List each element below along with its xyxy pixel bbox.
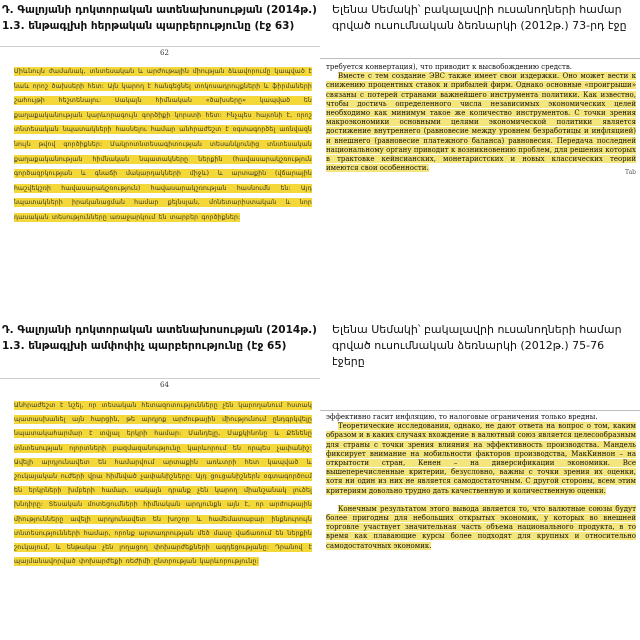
highlighted-text: Միևնույն ժամանակ, տնտեսական և արժութային միության ձևավորումը կապված է նաև որոշ ծախսերի հետ: Այն կարող է հանգեցնել տոկոսադրույքների և ֆիրմաների շահույթի հեշտենալու: Սակայն հիմնական «ծախսերը» կապված են քաղաքականության կարևորագույն գործիքի կորստի հետ: Ինչպես հայտնի է, որոշ տնտեսական նպատակների հասնելու համար անհրաժեշտ է օգտագործել առնվազն նույն թվով գործիքներ: Մակրոտնտեսագիտության տեսանկյունից տնտեսական քաղաքականության հիմնական նպատակները ներքին (հավասարակշռություն գործազրկության և գնաճի մակարդակների միջև) և արտաքին (վճարային հաշվեկշռի հավասարակշռություն) հավասարակշռության հասնումն են: Այդ նպատակների իրականացման համար քեյնսյան, մոնետարիստական և նոր դասական տեսությունները առաջարկում են տարբեր գործիքներ: <box>14 68 312 221</box>
textbook-text <box>326 413 636 551</box>
highlighted-text-2: Конечным результатом этого вывода является то, что валютные союзы будут более пригодны для небольших открытых экономик, у которых во внешней торговле участвует значительная часть объема национального продукта, в то время как плавающие курсы более подходят для крупных и относительно самодостаточных экономик. <box>326 504 636 550</box>
page-number: 64 <box>160 381 169 389</box>
highlighted-text: Вместе с тем создание ЭВС также имеет свои издержки. Оно может вести к снижению процентных ставок и прибылей фирм. Однако основные «проигрыши» связаны с потерей странами важнейшего инструмента политики. Как известно, чтобы достичь определенного числа независимых экономических целей необходимо как минимум такое же количество инструментов. С точки зрения макроэкономики основными целями экономической политики является достижение внутреннего (равновесие между уровнем безработицы и инфляцией) и внешнего (равновесие платежного баланса) равновесия. Передача последней национальному органу приводит к возникновению проблем, для решения которых в трактовке кейнсианских, монетаристских и новых классических теорий имеются свои особенности. <box>326 72 636 173</box>
scanned-page-64 <box>0 378 320 640</box>
scanned-page-75-76 <box>320 410 640 640</box>
quadrant-textbook-p73 <box>320 0 640 320</box>
highlighted-paragraph-1 <box>326 422 636 496</box>
caption-textbook-p73: Ելենա Սեմակի՝ բակալավրի ուսանողների համար գրված ուսումնական ձեռնարկի (2012թ.) 73-րդ էջը <box>332 3 627 32</box>
margin-tag: Tab <box>625 169 636 176</box>
caption-textbook-p75-76: Ելենա Սեմակի՝ բակալավրի ուսանողների համար գրված ուսումնական ձեռնարկի (2012թ.) 75-76 էջերը <box>332 323 622 368</box>
caption-dissertation-p63: Դ. Գալոյանի դոկտորական ատենախոսության (2014թ.) 1.3. ենթագլխի հերթական պարբերությունը (էջ 63) <box>2 4 317 32</box>
quadrant-textbook-p75-76 <box>320 320 640 640</box>
highlighted-text: Անհրաժեշտ է նշել, որ տեսական հետազոտությունները չեն կարողանում հստակ պատասխանել այն հարցին, թե արդյոք արժութային միությունում ընդգրկվելը նպատակահարմար է տվյալ երկրի համար: Մանդելը, Մաքկինոնը և Քենենը տնտեսության ոլորտների բազմազանությունը կարևորում են որպես չափանիշ: Ավելի արդյունավետ են համարվում արտաքին առևտրի հետ կապված և շուկայական ուժերի վրա հիմնված չափանիշները: Այդ ցուցանիշներն օգտագործում են երկրների խմբերի համար, սակայն դրանք չեն կարող միանշանակ լուծել խնդիրը: Տեսական մոտեցումների հիմնական արդյունքն այն է, որ արժութային միությունները ավելի արդյունավետ են խոշոր և համեմատաբար ինքնուրույն տնտեսությունների համար, որոնք արտադրության մեծ մասը վաճառում են ներքին շուկայում, և ենթակա չեն լողացող փոխարժեքների ազդեցությանը: Դրանով է պայմանավորված փոխարժեքի ռեժիմի ընտրության կարևորությունը: <box>14 402 312 566</box>
textbook-text <box>326 63 636 173</box>
page-break-gap <box>326 496 636 505</box>
highlighted-paragraph <box>14 399 312 569</box>
highlighted-text-1: Теоретические исследования, однако, не дают ответа на вопрос о том, каким образом и в каких случаях вхождение в валютный союз является целесообразным для страны с точки зрения влияния на эффективность производства. Мандель фиксирует внимание на мобильности факторов производства, МакКиннон – на открытости стран, Кенен – на диверсификации экономики. Все вышеперечисленные критерии, безусловно, важны с точки зрения их оценки, хотя ни один из них не является самодостаточным. С другой стороны, всем этим критериям довольно трудно дать качественную и количественную оценки. <box>326 422 636 495</box>
highlighted-paragraph-2 <box>326 505 636 551</box>
first-line: эффективно гасит инфляцию, то налоговые ограничения только вредны. <box>326 413 598 421</box>
scanned-page-62 <box>0 46 320 320</box>
highlighted-paragraph <box>326 72 636 173</box>
quadrant-dissertation-p63 <box>0 0 320 320</box>
page-number: 62 <box>160 49 169 57</box>
caption-dissertation-p65: Դ. Գալոյանի դոկտորական ատենախոսության (2014թ.) 1.3. ենթագլխի ամփոփիչ պարբերությունը (էջ 65) <box>2 324 317 352</box>
highlighted-paragraph <box>14 65 312 226</box>
quadrant-dissertation-p65 <box>0 320 320 640</box>
first-line: требуется конвертация), что приводит к высвобождению средств. <box>326 63 572 71</box>
scanned-page-73 <box>320 58 640 320</box>
